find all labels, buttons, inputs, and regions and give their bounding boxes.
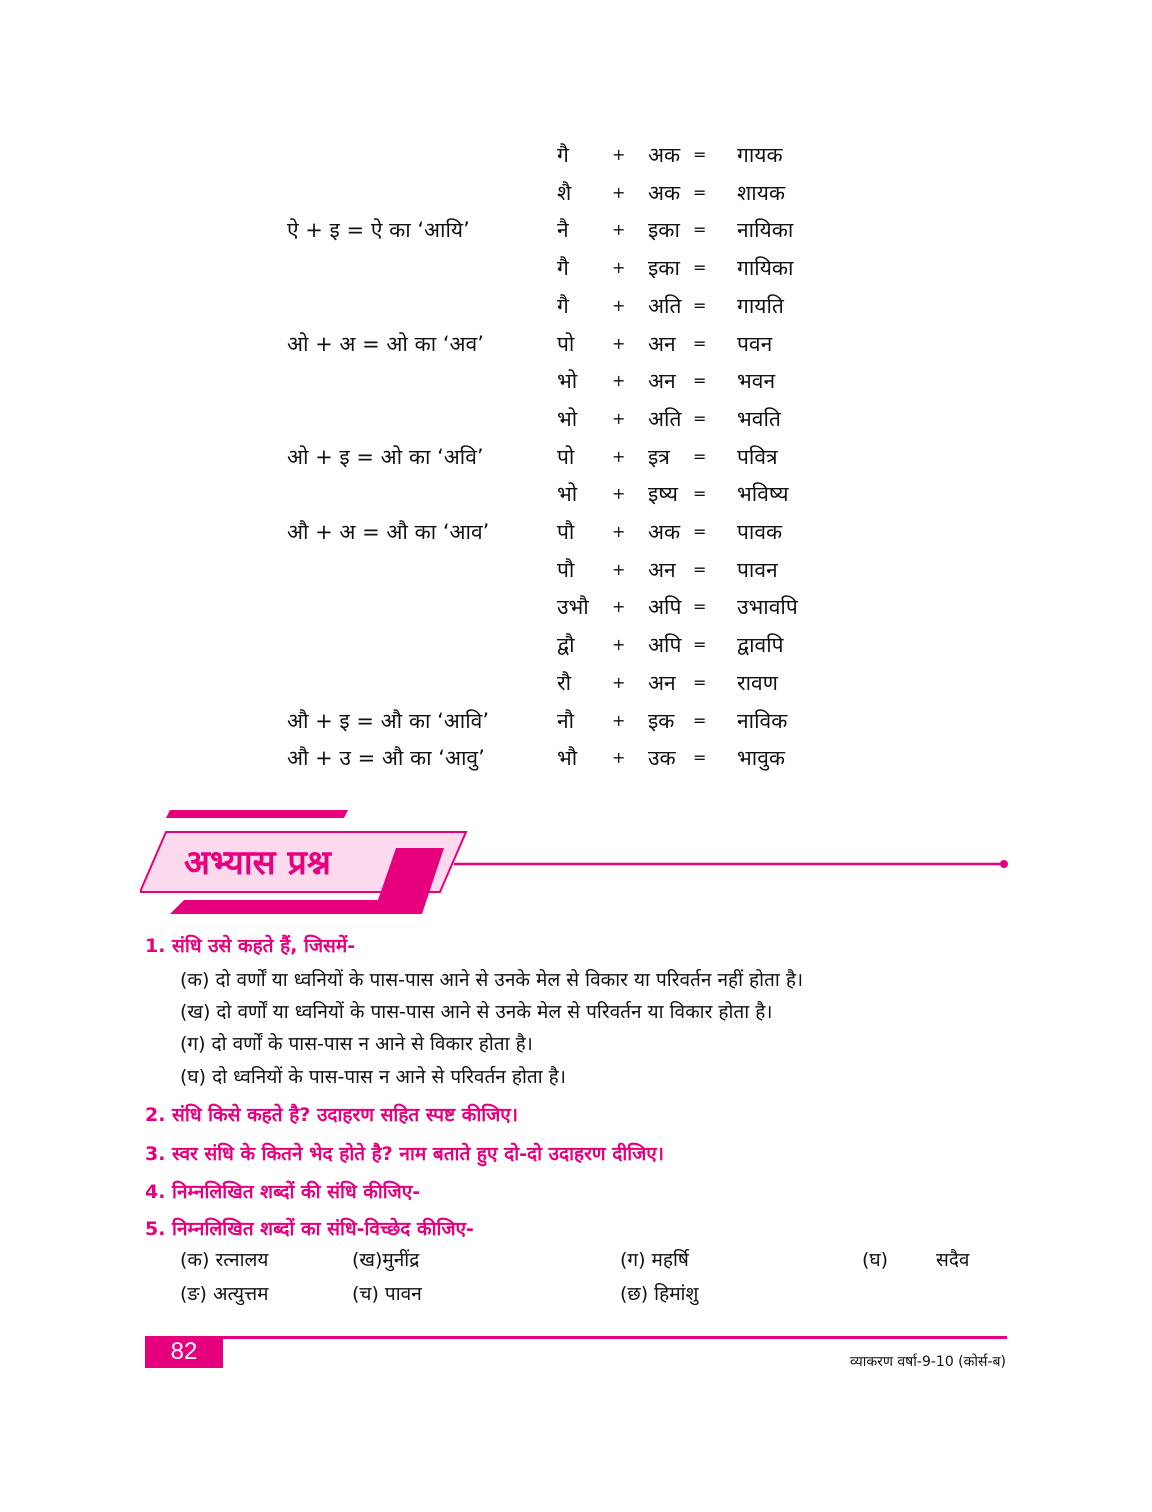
sandhi-rule: औ + अ = औ का ‘आव’ (287, 520, 490, 544)
sandhi-word-1: गै (557, 293, 569, 318)
sandhi-word-2: अन (648, 557, 676, 582)
sandhi-result: भविष्य (737, 482, 789, 507)
sandhi-equals: = (693, 710, 707, 730)
sandhi-word-1: रौ (557, 670, 572, 695)
sandhi-result: द्वावपि (737, 633, 784, 658)
sandhi-word-1: गै (557, 143, 569, 167)
q1-option-ga: (ग) दो वर्णों के पास-पास न आने से विकार होता है। (180, 1033, 533, 1055)
sandhi-result: पवन (737, 331, 773, 356)
sandhi-result: पवित्र (737, 444, 778, 469)
sandhi-row (0, 364, 1152, 398)
page-number-box (145, 1336, 223, 1368)
q5-word-kha: (ख)मुनींद्र (352, 1249, 420, 1271)
question-5: 5. निम्नलिखित शब्दों का संधि-विच्छेद कीजिए- (145, 1218, 474, 1240)
sandhi-equals: = (693, 182, 707, 202)
sandhi-result: भावुक (737, 746, 786, 771)
sandhi-plus: + (612, 182, 626, 202)
sandhi-word-2: अपि (648, 595, 682, 620)
sandhi-plus: + (612, 371, 626, 391)
sandhi-equals: = (693, 371, 707, 391)
sandhi-plus: + (612, 145, 626, 164)
sandhi-plus: + (612, 597, 626, 617)
sandhi-equals: = (693, 145, 707, 164)
sandhi-equals: = (693, 559, 707, 579)
sandhi-row (0, 138, 1152, 172)
q5-word-gha: सदैव (936, 1249, 970, 1271)
sandhi-result: उभावपि (737, 595, 798, 620)
sandhi-word-2: इष्य (648, 482, 678, 507)
sandhi-word-2: अक (648, 520, 681, 544)
sandhi-plus: + (612, 333, 626, 353)
exercise-heading-banner (140, 810, 1020, 920)
sandhi-equals: = (693, 408, 707, 428)
question-2: 2. संधि किसे कहते है? उदाहरण सहित स्पष्ट कीजिए। (145, 1104, 519, 1126)
sandhi-word-2: इक (648, 708, 675, 733)
sandhi-row (0, 176, 1152, 210)
q5-word-ka: (क) रत्नालय (180, 1249, 269, 1271)
sandhi-row (0, 251, 1152, 285)
page-number: 82 (170, 1338, 198, 1365)
sandhi-word-1: भो (557, 406, 578, 431)
sandhi-row (0, 402, 1152, 436)
sandhi-plus: + (612, 408, 626, 428)
sandhi-word-1: भो (557, 369, 578, 394)
sandhi-row (0, 628, 1152, 662)
sandhi-rule: ओ + अ = ओ का ‘अव’ (287, 331, 484, 356)
book-title: व्याकरण वर्षा-9-10 (कोर्स-ब) (849, 1354, 1006, 1370)
sandhi-equals: = (693, 446, 707, 466)
sandhi-result: गायिका (737, 256, 794, 281)
sandhi-word-1: नौ (557, 708, 575, 733)
sandhi-plus: + (612, 220, 626, 240)
sandhi-equals: = (693, 220, 707, 240)
sandhi-equals: = (693, 258, 707, 278)
q5-word-nga: (ङ) अत्युत्तम (180, 1283, 269, 1305)
sandhi-word-2: उक (648, 746, 676, 771)
sandhi-word-2: अति (648, 406, 682, 431)
sandhi-equals: = (693, 295, 707, 315)
sandhi-row (0, 289, 1152, 323)
sandhi-result: नाविक (737, 708, 788, 733)
sandhi-result: शायक (737, 180, 786, 205)
sandhi-word-2: इका (648, 256, 680, 281)
q5-word-cha: (च) पावन (352, 1283, 422, 1305)
sandhi-equals: = (693, 333, 707, 353)
q5-word-chha: (छ) हिमांशु (620, 1283, 699, 1305)
sandhi-equals: = (693, 672, 707, 692)
sandhi-word-1: पो (557, 444, 575, 469)
sandhi-word-2: अति (648, 293, 682, 318)
sandhi-word-1: पो (557, 331, 575, 356)
sandhi-word-2: अक (648, 143, 681, 167)
question-3: 3. स्वर संधि के कितने भेद होते है? नाम बताते हुए दो-दो उदाहरण दीजिए। (145, 1143, 664, 1165)
sandhi-result: भवति (737, 406, 781, 431)
footer-rule (145, 1336, 1007, 1339)
q1-option-ka: (क) दो वर्णों या ध्वनियों के पास-पास आने से उनके मेल से विकार या परिवर्तन नहीं होता है। (180, 969, 804, 991)
sandhi-result: भवन (737, 369, 776, 394)
sandhi-plus: + (612, 295, 626, 315)
sandhi-plus: + (612, 748, 626, 768)
sandhi-word-2: इका (648, 218, 680, 243)
sandhi-rule: ओ + इ = ओ का ‘अवि’ (287, 444, 484, 469)
question-4: 4. निम्नलिखित शब्दों की संधि कीजिए- (145, 1181, 421, 1203)
sandhi-word-1: भौ (557, 746, 578, 771)
sandhi-word-1: नै (557, 218, 569, 243)
sandhi-plus: + (612, 258, 626, 278)
sandhi-word-2: अक (648, 180, 681, 205)
exercise-heading: अभ्यास प्रश्न (184, 843, 331, 883)
sandhi-rule: औ + उ = औ का ‘आवु’ (287, 746, 485, 771)
sandhi-equals: = (693, 635, 707, 655)
sandhi-row (0, 515, 1152, 549)
sandhi-row (0, 666, 1152, 700)
sandhi-result: पावक (737, 520, 783, 544)
sandhi-result: पावन (737, 557, 778, 582)
sandhi-equals: = (693, 748, 707, 768)
sandhi-word-1: द्वौ (557, 633, 575, 658)
sandhi-plus: + (612, 446, 626, 466)
sandhi-word-2: अन (648, 369, 676, 394)
sandhi-row (0, 327, 1152, 361)
sandhi-row (0, 590, 1152, 624)
sandhi-word-1: गै (557, 256, 569, 281)
q1-option-gha: (घ) दो ध्वनियों के पास-पास न आने से परिवर्तन होता है। (180, 1066, 566, 1088)
sandhi-word-1: भो (557, 482, 578, 507)
sandhi-word-1: शै (557, 180, 572, 205)
sandhi-plus: + (612, 710, 626, 730)
sandhi-word-1: पौ (557, 557, 575, 582)
sandhi-row (0, 440, 1152, 474)
q5-word-ga: (ग) महर्षि (620, 1249, 689, 1271)
q5-word-gha-label: (घ) (862, 1249, 889, 1271)
sandhi-result: गायति (737, 293, 784, 318)
sandhi-row (0, 553, 1152, 587)
sandhi-equals: = (693, 522, 707, 541)
sandhi-equals: = (693, 484, 707, 504)
sandhi-plus: + (612, 672, 626, 692)
sandhi-row (0, 704, 1152, 738)
sandhi-rule: ऐ + इ = ऐ का ‘आयि’ (287, 218, 470, 243)
sandhi-result: रावण (737, 670, 778, 695)
sandhi-plus: + (612, 559, 626, 579)
sandhi-row (0, 741, 1152, 775)
sandhi-word-1: पौ (557, 520, 575, 544)
sandhi-plus: + (612, 522, 626, 541)
sandhi-plus: + (612, 484, 626, 504)
sandhi-plus: + (612, 635, 626, 655)
sandhi-result: नायिका (737, 218, 794, 243)
question-1: 1. संधि उसे कहते हैं, जिसमें- (145, 935, 356, 957)
sandhi-word-2: इत्र (648, 444, 670, 469)
sandhi-row (0, 477, 1152, 511)
sandhi-rule: औ + इ = औ का ‘आवि’ (287, 708, 490, 733)
sandhi-result: गायक (737, 143, 783, 167)
sandhi-word-2: अन (648, 670, 676, 695)
q1-option-kha: (ख) दो वर्णों या ध्वनियों के पास-पास आने से उनके मेल से परिवर्तन या विकार होता है। (180, 1001, 773, 1023)
sandhi-word-1: उभौ (557, 595, 589, 620)
sandhi-equals: = (693, 597, 707, 617)
sandhi-word-2: अन (648, 331, 676, 356)
sandhi-word-2: अपि (648, 633, 682, 658)
sandhi-row (0, 213, 1152, 247)
